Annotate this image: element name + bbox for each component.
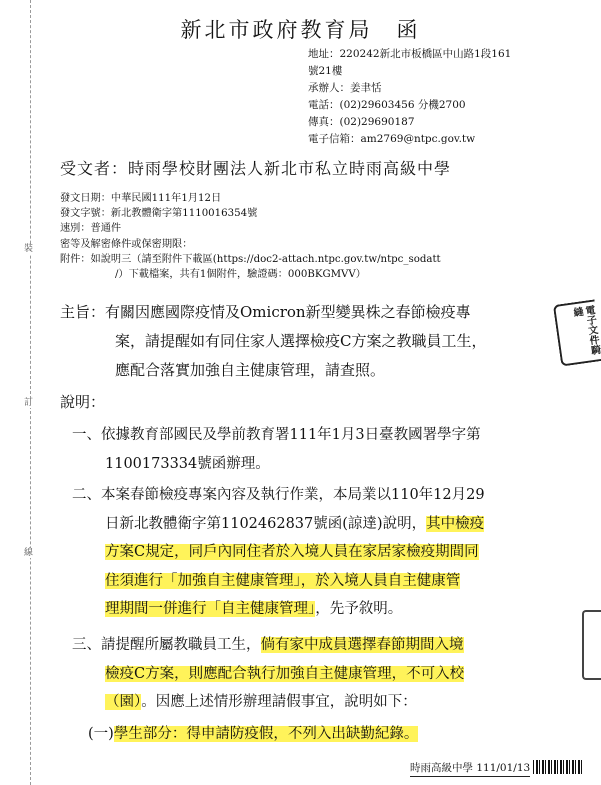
- highlighted-text: 學生部分：得申請防疫假，不列入出缺勤紀錄。: [113, 726, 419, 742]
- highlighted-text: 理期間一併進行「自主健康管理」: [105, 601, 316, 617]
- speed-class: 速別：普通件: [60, 223, 122, 235]
- attachment-line-continued: /）下載檔案，共有1個附件，驗證碼：000BKGMVV）: [115, 269, 366, 281]
- binding-mark: 線: [24, 548, 34, 558]
- subject-line: 案，請提醒如有同住家人選擇檢疫C方案之教職員工生，: [115, 332, 487, 350]
- highlighted-text: 檢疫C方案，則應配合執行加強自主健康管理，不可入校: [105, 665, 465, 682]
- highlighted-text: 其中檢疫: [426, 515, 485, 532]
- item-line: [72, 660, 464, 689]
- item-line: [72, 538, 485, 567]
- footer-receipt-stamp: 時雨高級中學 111/01/13: [410, 760, 530, 777]
- item-line: 二、本案春節檢疫專案內容及執行作業，本局業以110年12月29: [72, 487, 485, 503]
- subject-line: 主旨：有關因應國際疫情及Omicron新型變異株之春節檢疫專: [60, 303, 471, 321]
- highlighted-text: 倘有家中成員選擇春節期間入境: [260, 637, 464, 653]
- subject-block: [60, 298, 486, 385]
- highlighted-text: 方案C規定，同戶內同住者於入境人員在家居家檢疫期間同: [105, 544, 479, 560]
- item-line: [72, 631, 464, 660]
- subitem-number: (一): [88, 726, 114, 742]
- seam-stamp-partial: [582, 610, 601, 680]
- issue-number: 發文字號：新北教體衛字第1110016354號: [60, 208, 258, 220]
- item-line: [72, 567, 485, 596]
- subject-line: 應配合落實加強自主健康管理，請查照。: [115, 361, 386, 379]
- item-text: 日新北教體衛字第1102462837號函(諒達)說明，: [105, 515, 427, 532]
- explanation-heading: 說明：: [60, 393, 106, 411]
- binding-line: [30, 0, 31, 785]
- item-line: 1100173334號函辦理。: [105, 455, 270, 472]
- issue-date: 發文日期：中華民國111年1月12日: [60, 193, 222, 204]
- secrecy-level: 密等及解密條件或保密期限：: [60, 238, 193, 250]
- address-line-continued: 號21樓: [308, 65, 343, 77]
- item-text: 三、請提醒所屬教職員工生，: [72, 637, 261, 653]
- barcode-icon: [533, 760, 583, 774]
- binding-mark: 裝: [24, 244, 34, 254]
- document-title: 新北市政府教育局 函: [180, 18, 421, 42]
- handler-line: 承辦人：姜聿恬: [308, 82, 382, 94]
- highlighted-text: （園）: [105, 694, 142, 710]
- item-line: [72, 510, 485, 539]
- phone-line: 電話：(02)29603456 分機2700: [308, 99, 466, 111]
- item-line: [72, 595, 485, 624]
- explanation-item-1: [72, 421, 481, 478]
- meta-block: [60, 191, 441, 282]
- address-line: 地址：220242新北市板橋區中山路1段161: [308, 48, 512, 60]
- explanation-subitem-1: [88, 720, 418, 749]
- item-text: 。因應上述情形辦理請假事宜，說明如下：: [141, 694, 417, 710]
- binding-mark: 訂: [24, 398, 34, 408]
- explanation-item-2: [72, 481, 485, 624]
- explanation-item-3: [72, 631, 464, 717]
- highlighted-text: 住須進行「加強自主健康管理」，於入境人員自主健康管: [105, 572, 461, 589]
- email-line: 電子信箱：am2769@ntpc.gov.tw: [308, 133, 476, 145]
- attachment-line: 附件：如說明三（請至附件下載區(https://doc2-attach.ntpc.gov.tw/ntpc_sodatt: [60, 253, 441, 265]
- contact-block: [308, 46, 511, 148]
- recipient: 受文者：時雨學校財團法人新北市私立時雨高級中學: [60, 159, 452, 178]
- item-line: 一、依據教育部國民及學前教育署111年1月3日臺教國署學字第: [72, 427, 481, 443]
- seam-stamp: 電子文件騎縫: [553, 299, 601, 366]
- item-line: [72, 688, 464, 717]
- item-text: ，先予敘明。: [315, 601, 403, 617]
- fax-line: 傳真：(02)29690187: [308, 116, 415, 128]
